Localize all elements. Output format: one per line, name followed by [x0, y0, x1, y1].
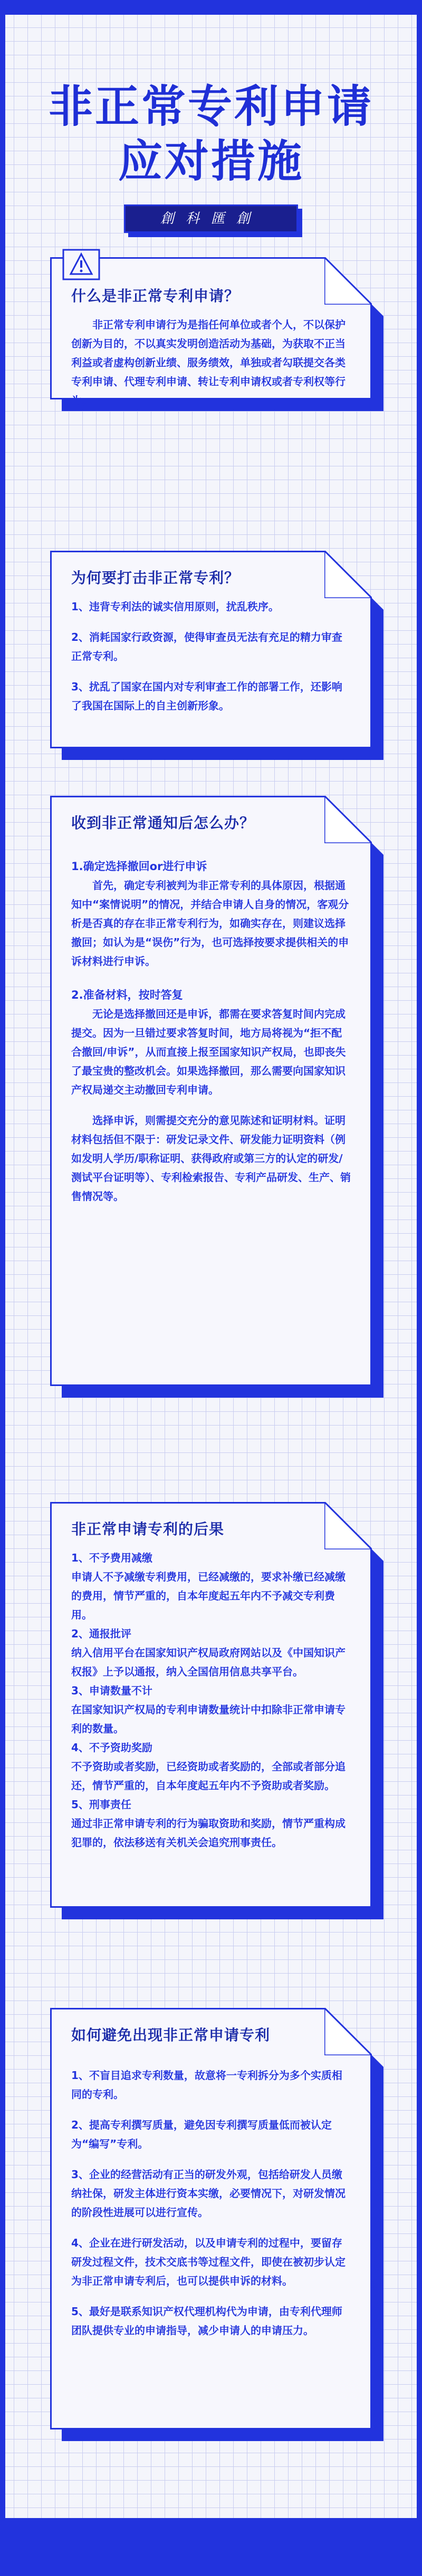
card-heading: 如何避免出现非正常申请专利 [71, 2026, 271, 2044]
list-item: 申请人不予减缴专利费用，已经减缴的，要求补缴已经减缴的费用，情节严重的，自本年度起五年内不予减交专利费用。 [71, 1570, 346, 1621]
card-content [50, 796, 372, 1386]
list-item: 5、刑事责任 [71, 1798, 131, 1811]
subtitle-badge [124, 204, 298, 233]
list-item: 3、企业的经营活动有正当的研发外观，包括给研发人员缴纳社保，研发主体进行资本实缴，必要情况下，对研发情况的阶段性进展可以进行宣传。 [71, 2168, 346, 2219]
right-border [417, 0, 422, 2576]
list-item: 1、违背专利法的诚实信用原则，扰乱秩序。 [71, 600, 279, 613]
list-item: 3、申请数量不计 [71, 1684, 152, 1697]
subtitle-text: 創科匯創 [124, 204, 298, 233]
list-item: 5、最好是联系知识产权代理机构代为申请，由专利代理师团队提供专业的申请指导，减少申请人的申请压力。 [71, 2305, 342, 2337]
section-paragraph: 首先，确定专利被判为非正常专利的具体原因，根据通知中“案情说明”的情况，并结合申请人自身的情况，客观分析是否真的存在非正常专利行为，如确实存在，则建议选择撤回；如认为是“误伤”行为，也可选择按要求提供相关的申诉材料进行申诉。 [71, 879, 349, 968]
page-title [0, 79, 422, 189]
title-line-1: 非正常专利申请 [48, 81, 373, 132]
card-content [50, 2008, 372, 2429]
list-item: 3、扰乱了国家在国内对专利审查工作的部署工作，还影响了我国在国际上的自主创新形象。 [71, 680, 342, 712]
card-paragraph: 非正常专利申请行为是指任何单位或者个人，不以保护创新为目的，不以真实发明创造活动为基础，为获取不正当利益或者虚构创新业绩、服务绩效，单独或者勾联提交各类专利申请、代理专利申请、转让专利申请权或者专利权等行为。 [71, 318, 346, 407]
section-title: 2.准备材料，按时答复 [71, 989, 183, 1001]
title-line-2: 应对措施 [118, 135, 304, 187]
card-what-to-do [50, 796, 372, 1386]
list-item: 通过非正常申请专利的行为骗取资助和奖励，情节严重构成犯罪的，依法移送有关机关会追究刑事责任。 [71, 1817, 346, 1849]
list-item: 4、企业在进行研发活动，以及申请专利的过程中，要留存研发过程文件，技术交底书等过程文件，即使在被初步认定为非正常申请专利后，也可以提供申诉的材料。 [71, 2237, 346, 2287]
left-border [0, 0, 5, 2576]
card-heading: 为何要打击非正常专利？ [71, 569, 240, 587]
warning-icon [62, 248, 100, 281]
card-heading: 非正常申请专利的后果 [71, 1520, 225, 1538]
section-paragraph: 无论是选择撤回还是申诉，都需在要求答复时间内完成提交。因为一旦错过要求答复时间，地方局将视为“拒不配合撤回/申诉”，从而直接上报至国家知识产权局，也即丧失了最宝贵的整改机会。如果选择撤回，那么需要向国家知识产权局递交主动撤回专利申请。 [71, 1008, 346, 1096]
top-banner [0, 0, 422, 15]
card-consequences [50, 1502, 372, 1908]
list-item: 2、提高专利撰写质量，避免因专利撰写质量低而被认定为“编写”专利。 [71, 2119, 332, 2150]
card-heading: 收到非正常通知后怎么办？ [71, 814, 255, 832]
list-item: 纳入信用平台在国家知识产权局政府网站以及《中国知识产权报》上予以通报，纳入全国信用信息共享平台。 [71, 1646, 346, 1678]
list-item: 不予资助或者奖励，已经资助或者奖励的，全部或者部分追还，情节严重的，自本年度起五年内不予资助或者奖励。 [71, 1760, 346, 1792]
card-content [50, 551, 372, 748]
card-content [50, 1502, 372, 1908]
list-item: 在国家知识产权局的专利申请数量统计中扣除非正常申请专利的数量。 [71, 1703, 346, 1735]
card-heading: 什么是非正常专利申请？ [71, 287, 240, 305]
section-title: 1.确定选择撤回or进行申诉 [71, 860, 207, 873]
list-item: 2、消耗国家行政资源，使得审查员无法有充足的精力审查正常专利。 [71, 631, 342, 662]
list-item: 4、不予资助奖励 [71, 1741, 152, 1754]
list-item: 1、不盲目追求专利数量，故意将一专利拆分为多个实质相同的专利。 [71, 2069, 342, 2101]
bottom-banner [0, 2518, 422, 2576]
card-why-crack-down [50, 551, 372, 748]
card-how-to-avoid [50, 2008, 372, 2429]
section-paragraph: 选择申诉，则需提交充分的意见陈述和证明材料。证明材料包括但不限于：研发记录文件、研发能力证明资料（例如发明人学历/职称证明、获得政府或第三方的认定的研发/测试平台证明等）、专利检索报告、专利产品研发、生产、销售情况等。 [71, 1114, 351, 1203]
list-item: 2、通报批评 [71, 1627, 131, 1640]
list-item: 1、不予费用减缴 [71, 1552, 152, 1564]
